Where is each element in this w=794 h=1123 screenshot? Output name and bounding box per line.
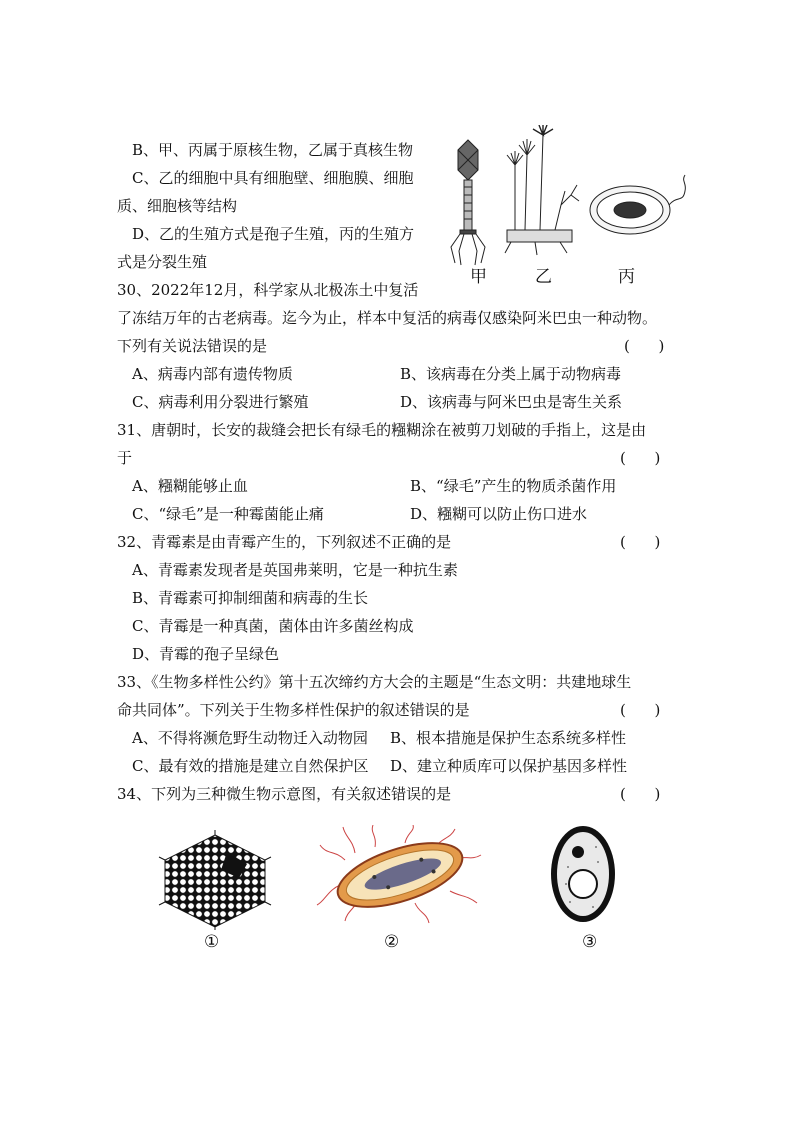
q29-option-d-line2: 式是分裂生殖 <box>117 253 208 271</box>
q33-answer-blank: ( ) <box>620 701 661 719</box>
q30-stem-line1: 30、2022年12月，科学家从北极冻土中复活 <box>117 281 419 299</box>
q31-answer-blank: ( ) <box>620 449 661 467</box>
q29-option-b: B、甲、丙属于原核生物，乙属于真核生物 <box>132 141 414 159</box>
q34-stem: 34、下列为三种微生物示意图，有关叙述错误的是 <box>117 785 452 803</box>
q33-option-b: B、根本措施是保护生态系统多样性 <box>390 729 627 747</box>
bacterium-image <box>590 175 685 234</box>
q30-stem-line3: 下列有关说法错误的是 <box>117 337 268 355</box>
q33-stem-line2: 命共同体”。下列关于生物多样性保护的叙述错误的是 <box>117 701 470 719</box>
q30-option-a: A、病毒内部有遗传物质 <box>132 365 293 383</box>
q31-option-d: D、糨糊可以防止伤口进水 <box>410 505 588 523</box>
figure-label-1: ① <box>204 932 220 952</box>
q29-label-jia: 甲 <box>470 267 487 287</box>
q29-label-bing: 丙 <box>618 267 635 287</box>
q32-answer-blank: ( ) <box>620 533 661 551</box>
virus-figure <box>155 830 275 930</box>
q33-option-c: C、最有效的措施是建立自然保护区 <box>132 757 369 775</box>
q32-option-a: A、青霉素发现者是英国弗莱明，它是一种抗生素 <box>132 561 458 579</box>
q30-option-c: C、病毒利用分裂进行繁殖 <box>132 393 309 411</box>
figure-label-2: ② <box>384 932 400 952</box>
figure-label-3: ③ <box>582 932 598 952</box>
q31-stem-line2: 于 <box>117 449 133 467</box>
q33-option-d: D、建立种质库可以保护基因多样性 <box>390 757 628 775</box>
q29-option-c-line2: 质、细胞核等结构 <box>117 197 238 215</box>
q30-answer-blank: ( ) <box>624 337 665 355</box>
q34-answer-blank: ( ) <box>620 785 661 803</box>
q29-option-c-line1: C、乙的细胞中具有细胞壁、细胞膜、细胞 <box>132 169 414 187</box>
q30-option-d: D、该病毒与阿米巴虫是寄生关系 <box>400 393 623 411</box>
q30-stem-line2: 了冻结万年的古老病毒。迄今为止，样本中复活的病毒仅感染阿米巴虫一种动物。 <box>117 309 658 327</box>
bacteriophage-image <box>451 140 485 265</box>
q29-option-d-line1: D、乙的生殖方式是孢子生殖，丙的生殖方 <box>132 225 415 243</box>
q32-option-b: B、青霉素可抑制细菌和病毒的生长 <box>132 589 369 607</box>
yeast-figure <box>548 822 618 927</box>
q29-label-yi: 乙 <box>535 267 552 287</box>
q33-stem-line1: 33、《生物多样性公约》第十五次缔约方大会的主题是“生态文明：共建地球生 <box>117 673 632 691</box>
q30-option-b: B、该病毒在分类上属于动物病毒 <box>400 365 622 383</box>
fungus-image <box>505 125 579 255</box>
q32-stem: 32、青霉素是由青霉产生的，下列叙述不正确的是 <box>117 533 452 551</box>
q31-stem-line1: 31、唐朝时，长安的裁缝会把长有绿毛的糨糊涂在被剪刀划破的手指上，这是由 <box>117 421 647 439</box>
q32-option-d: D、青霉的孢子呈绿色 <box>132 645 280 663</box>
q33-option-a: A、不得将濒危野生动物迁入动物园 <box>132 729 368 747</box>
bacterium-figure <box>315 825 485 925</box>
q31-option-c: C、“绿毛”是一种霉菌能止痛 <box>132 505 324 523</box>
q32-option-c: C、青霉是一种真菌，菌体由许多菌丝构成 <box>132 617 414 635</box>
q31-option-a: A、糨糊能够止血 <box>132 477 248 495</box>
q31-option-b: B、“绿毛”产生的物质杀菌作用 <box>410 477 617 495</box>
